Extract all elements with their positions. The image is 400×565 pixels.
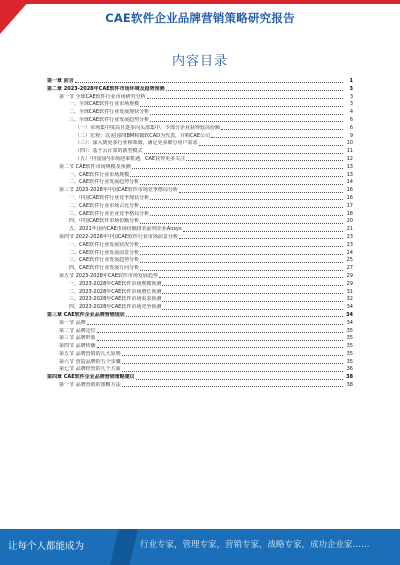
toc-entry[interactable]	[47, 218, 353, 226]
toc-leader-dots	[150, 121, 343, 122]
toc-entry[interactable]	[47, 109, 353, 117]
toc-leader-dots	[97, 332, 343, 333]
toc-entry-page: 18	[346, 210, 353, 217]
toc-entry[interactable]	[47, 187, 353, 195]
toc-leader-dots	[122, 386, 343, 387]
table-of-contents	[47, 78, 353, 390]
toc-entry-title: 四、2023-2028年CAE软件市场竞争预测	[69, 304, 162, 311]
toc-entry-title: 三、全球CAE软件行业发展趋势分析	[69, 116, 150, 123]
toc-heading: 内容目录	[171, 54, 228, 69]
toc-leader-dots	[140, 223, 343, 224]
toc-entry-page: 17	[346, 202, 353, 209]
toc-entry-title: （二）宏观：以美国的IBM和微软CAD为代表，并购CAE公司	[75, 132, 211, 139]
toc-entry-title: 三、CAE软件行业企业竞争格局分析	[69, 210, 150, 217]
toc-leader-dots	[75, 82, 343, 83]
toc-entry-title: 第四节 品牌传播	[59, 343, 96, 350]
toc-entry-page: 13	[346, 171, 353, 178]
toc-leader-dots	[97, 347, 343, 348]
toc-entry[interactable]	[47, 351, 353, 359]
toc-entry-title: （一）市场集中度高且逐步向头部集中，少部分企业获得较高份额	[75, 124, 221, 131]
toc-entry[interactable]	[47, 374, 353, 382]
toc-entry-page: 27	[346, 265, 353, 272]
toc-entry[interactable]	[47, 281, 353, 289]
toc-entry-page: 29	[346, 280, 353, 287]
toc-entry-page: 35	[346, 350, 353, 357]
toc-entry-page: 38	[346, 382, 353, 389]
toc-entry-title: 三、2023-2028年CAE软件市场需求预测	[69, 296, 162, 303]
toc-entry-page: 6	[349, 116, 353, 123]
toc-entry-title: 第五节 2023-2028年CAE软件市场发展趋势	[59, 272, 158, 279]
toc-entry-title: （五）中国国内市场迎来机遇，CAE获得更多关注	[75, 155, 186, 162]
toc-leader-dots	[159, 277, 343, 278]
toc-entry-title: 第二节 CAE软件市场规模及预测	[59, 163, 131, 170]
toc-entry-page: 23	[346, 233, 353, 240]
toc-entry-page: 32	[346, 296, 353, 303]
toc-entry-title: 二、CAE软件行业市场占比分析	[69, 202, 140, 209]
toc-entry[interactable]	[47, 289, 353, 297]
report-title: CAE软件企业品牌营销策略研究报告	[105, 11, 295, 25]
toc-leader-dots	[211, 137, 343, 138]
toc-entry[interactable]	[47, 320, 353, 328]
toc-entry[interactable]	[47, 328, 353, 336]
toc-entry-page: 21	[346, 226, 353, 233]
toc-entry-title: 五、2021年国内CAE市场份额排名前列企业Ansys	[69, 226, 182, 233]
toc-entry-page: 35	[346, 327, 353, 334]
toc-entry[interactable]	[47, 312, 353, 320]
toc-entry-title: 四、中国CAE软件市场份额分析	[69, 218, 140, 225]
toc-entry-page: 36	[346, 366, 353, 373]
toc-entry-page: 35	[346, 343, 353, 350]
toc-entry-page: 12	[346, 155, 353, 162]
toc-entry-title: （四）：基于云计算的新型模式	[75, 148, 143, 155]
toc-entry-title: 第四章 CAE软件企业品牌营销策略建议	[47, 374, 135, 381]
toc-entry-title: 第二章 2023-2028年CAE软件市场环境及趋势预测	[47, 85, 165, 92]
toc-entry[interactable]	[47, 148, 353, 156]
toc-entry-page: 34	[346, 304, 353, 311]
toc-entry-title: 一、2023-2028年CAE软件市场规模预测	[69, 280, 162, 287]
toc-leader-dots	[122, 363, 343, 364]
toc-leader-dots	[97, 340, 343, 341]
toc-entry-page: 38	[346, 374, 353, 381]
toc-leader-dots	[87, 324, 343, 325]
toc-entry-page: 24	[346, 249, 353, 256]
toc-entry[interactable]	[47, 250, 353, 258]
toc-entry-page: 3	[349, 101, 353, 108]
toc-entry-page: 1	[349, 78, 353, 84]
toc-entry-title: 一、CAE软件行业发展状况分析	[69, 241, 140, 248]
toc-entry[interactable]	[47, 195, 353, 203]
toc-entry[interactable]	[47, 335, 353, 343]
toc-entry-page: 10	[346, 140, 353, 147]
footer-slogan: 让每个人都能成为	[8, 541, 85, 552]
toc-entry-page: 16	[346, 194, 353, 201]
toc-leader-dots	[140, 262, 343, 263]
toc-entry[interactable]	[47, 343, 353, 351]
toc-leader-dots	[140, 246, 343, 247]
toc-entry-page: 11	[346, 148, 353, 155]
toc-entry-page: 23	[346, 241, 353, 248]
toc-leader-dots	[179, 238, 343, 239]
toc-entry[interactable]	[47, 78, 353, 86]
toc-entry-title: 四、CAE软件行业发展方向分析	[69, 265, 140, 272]
toc-entry-title: 二、2023-2028年CAE软件市场增长预测	[69, 288, 162, 295]
toc-entry-title: 第三节 品牌形象	[59, 335, 96, 342]
toc-leader-dots	[179, 192, 343, 193]
toc-leader-dots	[162, 309, 343, 310]
toc-entry[interactable]	[47, 226, 353, 234]
toc-leader-dots	[140, 184, 343, 185]
toc-entry-page: 20	[346, 218, 353, 225]
toc-entry-page: 9	[349, 132, 353, 139]
toc-entry-title: 第二节 品牌定位	[59, 327, 96, 334]
toc-entry[interactable]	[47, 211, 353, 219]
toc-entry-title: 第一节 品牌	[59, 319, 86, 326]
toc-leader-dots	[136, 379, 343, 380]
toc-leader-dots	[140, 207, 343, 208]
footer-accent-stripe	[110, 529, 138, 565]
toc-entry-title: 第四节 2022-2028年中国CAE软件行业市场前景分析	[59, 233, 178, 240]
footer-bar	[0, 529, 400, 565]
toc-leader-dots	[166, 90, 343, 91]
toc-entry-title: 二、CAE软件行业发展趋势分析	[69, 179, 140, 186]
toc-entry-title: 第六节 营造品牌的五个步骤	[59, 358, 121, 365]
toc-entry-title: 二、CAE软件行业发展前景分析	[69, 249, 140, 256]
toc-entry[interactable]	[47, 117, 353, 125]
toc-entry[interactable]	[47, 359, 353, 367]
toc-entry[interactable]	[47, 140, 353, 148]
toc-entry-title: 三、CAE软件行业发展趋势分析	[69, 257, 140, 264]
toc-leader-dots	[183, 231, 343, 232]
toc-entry[interactable]	[47, 366, 353, 374]
toc-entry-title: 二、全球CAE软件行业发展现状分析	[69, 109, 150, 116]
toc-entry[interactable]	[47, 257, 353, 265]
toc-entry-title: 第一节 全球CAE软件行业市场研究分析	[59, 93, 146, 100]
toc-leader-dots	[162, 293, 343, 294]
toc-entry[interactable]	[47, 382, 353, 390]
toc-entry-title: 第三章 CAE软件企业品牌营销现状	[47, 311, 125, 318]
toc-entry[interactable]	[47, 234, 353, 242]
toc-entry[interactable]	[47, 94, 353, 102]
toc-entry[interactable]	[47, 273, 353, 281]
toc-entry-page: 34	[346, 319, 353, 326]
toc-entry[interactable]	[47, 172, 353, 180]
toc-leader-dots	[140, 270, 343, 271]
toc-entry[interactable]	[47, 242, 353, 250]
toc-leader-dots	[147, 98, 343, 99]
toc-leader-dots	[186, 160, 343, 161]
toc-entry-page: 16	[346, 187, 353, 194]
toc-entry[interactable]	[47, 179, 353, 187]
toc-entry-title: 一、CAE软件行业市场规模	[69, 171, 130, 178]
toc-entry-page: 4	[349, 109, 353, 116]
toc-leader-dots	[140, 106, 343, 107]
toc-entry-page: 29	[346, 272, 353, 279]
toc-entry-page: 34	[346, 311, 353, 318]
toc-leader-dots	[162, 301, 343, 302]
toc-entry-page: 3	[349, 85, 353, 92]
toc-leader-dots	[150, 199, 343, 200]
toc-entry-page: 31	[346, 288, 353, 295]
toc-entry-title: 一、中国CAE软件行业竞争现状分析	[69, 194, 150, 201]
toc-leader-dots	[132, 168, 343, 169]
toc-leader-dots	[130, 176, 343, 177]
toc-entry-page: 13	[346, 163, 353, 170]
toc-leader-dots	[150, 114, 343, 115]
footer-tagline: 行业专家，管理专家，营销专家，战略专家，成功企业家……	[140, 540, 370, 550]
toc-entry-title: 一、全球CAE软件行业市场规模	[69, 101, 140, 108]
toc-entry[interactable]	[47, 133, 353, 141]
toc-entry-page: 14	[346, 179, 353, 186]
toc-entry[interactable]	[47, 101, 353, 109]
toc-entry[interactable]	[47, 304, 353, 312]
toc-entry-title: 第一节 品牌营销的策略方法	[59, 382, 121, 389]
toc-leader-dots	[140, 254, 343, 255]
toc-entry-title: 第七节 品牌经营的几个方面	[59, 366, 121, 373]
red-top-stripe	[0, 0, 400, 4]
toc-entry[interactable]	[47, 164, 353, 172]
toc-leader-dots	[199, 145, 343, 146]
toc-leader-dots	[144, 153, 343, 154]
toc-entry-page: 35	[346, 335, 353, 342]
toc-leader-dots	[122, 371, 343, 372]
toc-leader-dots	[221, 129, 343, 130]
toc-leader-dots	[126, 316, 343, 317]
toc-entry[interactable]	[47, 86, 353, 94]
toc-leader-dots	[162, 285, 343, 286]
toc-entry-title: （三）：深入到更多行业和领域，满足更多细分用户需求	[75, 140, 198, 147]
toc-entry-page: 3	[349, 93, 353, 100]
toc-entry-page: 35	[346, 358, 353, 365]
toc-leader-dots	[122, 355, 343, 356]
toc-entry-page: 6	[349, 124, 353, 131]
toc-entry-page: 25	[346, 257, 353, 264]
toc-entry-title: 第一章 前言	[47, 78, 74, 84]
toc-entry[interactable]	[47, 125, 353, 133]
toc-leader-dots	[150, 215, 343, 216]
toc-entry[interactable]	[47, 296, 353, 304]
toc-entry[interactable]	[47, 156, 353, 164]
toc-entry-title: 第三节 2023-2028年中国CAE软件市场竞争格局分析	[59, 187, 178, 194]
toc-entry[interactable]	[47, 265, 353, 273]
toc-entry-title: 第五节 品牌营销的几大原则	[59, 350, 121, 357]
toc-entry[interactable]	[47, 203, 353, 211]
